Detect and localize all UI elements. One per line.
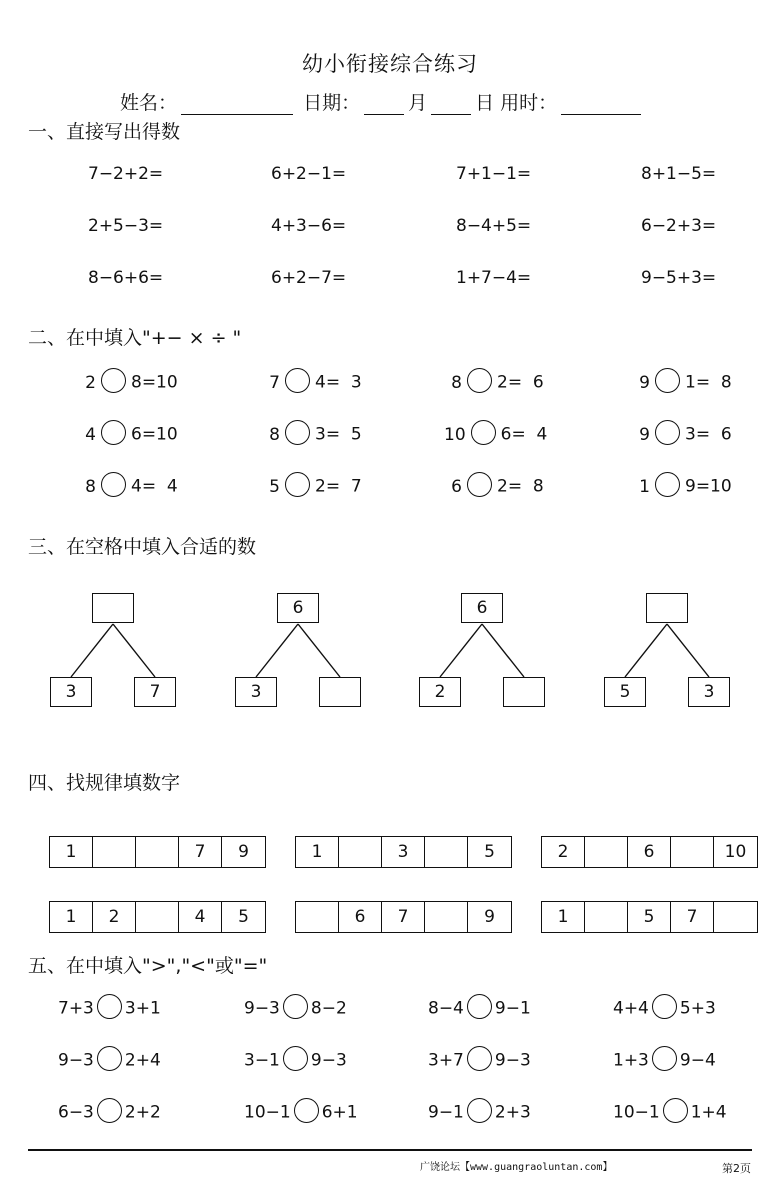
answer-circle[interactable] (655, 472, 680, 497)
number-cell: 3 (382, 837, 425, 867)
tree-right-box: 7 (134, 677, 176, 707)
right-side: 2= 8 (497, 476, 544, 497)
blank-cell[interactable] (339, 837, 382, 867)
month-blank[interactable] (364, 96, 404, 115)
time-blank[interactable] (561, 96, 641, 115)
name-label: 姓名： (120, 92, 178, 114)
comparison-exercise (58, 1048, 161, 1073)
left-operand: 8 (85, 476, 96, 497)
left-expression: 4+4 (613, 998, 649, 1019)
expression: 7+1−1= (456, 164, 532, 184)
compare-circle[interactable] (97, 1046, 122, 1071)
left-expression: 10−1 (244, 1102, 291, 1123)
blank-cell[interactable] (425, 837, 468, 867)
student-info-line (120, 88, 645, 115)
compare-circle[interactable] (97, 1098, 122, 1123)
left-expression: 10−1 (613, 1102, 660, 1123)
tree-branch (71, 624, 113, 677)
number-cell: 1 (542, 902, 585, 932)
number-cell: 5 (628, 902, 671, 932)
right-expression: 5+3 (679, 998, 716, 1019)
right-expression: 6+1 (321, 1102, 358, 1123)
sequence-strip (541, 836, 758, 868)
tree-left-box: 2 (419, 677, 461, 707)
blank-cell[interactable] (136, 837, 179, 867)
tree-right-box[interactable] (503, 677, 545, 707)
left-operand: 8 (451, 372, 462, 393)
answer-circle[interactable] (467, 368, 492, 393)
tree-branch (113, 624, 155, 677)
footer-site: 广饶论坛【www.guangraoluntan.com】 (420, 1162, 613, 1173)
answer-circle[interactable] (101, 368, 126, 393)
blank-cell[interactable] (714, 902, 757, 932)
expression: 8−6+6= (88, 268, 164, 288)
tree-left-box: 3 (50, 677, 92, 707)
left-operand: 9 (639, 424, 650, 445)
expression: 8−4+5= (456, 216, 532, 236)
right-side: 3= 6 (685, 424, 732, 445)
left-operand: 2 (85, 372, 96, 393)
expression: 1+7−4= (456, 268, 532, 288)
blank-cell[interactable] (296, 902, 339, 932)
right-expression: 2+2 (124, 1102, 161, 1123)
left-operand: 8 (269, 424, 280, 445)
left-expression: 9−3 (244, 998, 280, 1019)
expression: 9−5+3= (641, 268, 717, 288)
left-operand: 1 (639, 476, 650, 497)
expression: 6+2−1= (271, 164, 347, 184)
compare-circle[interactable] (97, 994, 122, 1019)
answer-circle[interactable] (101, 472, 126, 497)
compare-circle[interactable] (467, 994, 492, 1019)
comparison-exercise (244, 1048, 347, 1073)
section-5-heading: 五、在中填入">","<"或"=" (28, 955, 268, 977)
left-operand: 9 (639, 372, 650, 393)
right-side: 4= 3 (315, 372, 362, 393)
number-cell: 5 (238, 907, 249, 927)
day-blank[interactable] (431, 96, 471, 115)
answer-circle[interactable] (101, 420, 126, 445)
left-expression: 6−3 (58, 1102, 94, 1123)
section-2-heading: 二、在中填入"+− × ÷ " (28, 327, 242, 349)
answer-circle[interactable] (285, 472, 310, 497)
compare-circle[interactable] (283, 1046, 308, 1071)
left-expression: 1+3 (613, 1050, 649, 1071)
right-expression: 1+4 (690, 1102, 727, 1123)
month-label: 月 (408, 92, 428, 114)
right-expression: 2+4 (124, 1050, 161, 1071)
operator-exercise (632, 474, 732, 499)
answer-circle[interactable] (655, 368, 680, 393)
answer-circle[interactable] (467, 472, 492, 497)
sequence-strip (49, 901, 266, 933)
answer-circle[interactable] (285, 420, 310, 445)
number-cell: 5 (484, 842, 495, 862)
name-blank[interactable] (181, 96, 293, 115)
right-expression: 9−1 (494, 998, 531, 1019)
compare-circle[interactable] (663, 1098, 688, 1123)
answer-circle[interactable] (655, 420, 680, 445)
compare-circle[interactable] (283, 994, 308, 1019)
left-operand: 10 (444, 424, 466, 445)
expression: 2+5−3= (88, 216, 164, 236)
sequence-strip (295, 901, 512, 933)
expression: 8+1−5= (641, 164, 717, 184)
left-operand: 5 (269, 476, 280, 497)
right-side: 8=10 (131, 372, 178, 393)
tree-left-box: 3 (235, 677, 277, 707)
left-operand: 4 (85, 424, 96, 445)
tree-branch (256, 624, 298, 677)
tree-branch (667, 624, 709, 677)
tree-branch (625, 624, 667, 677)
number-cell: 9 (484, 907, 495, 927)
number-cell: 10 (724, 842, 747, 862)
operator-exercise (262, 422, 362, 447)
tree-right-box[interactable] (319, 677, 361, 707)
tree-top-box[interactable] (92, 593, 134, 623)
comparison-exercise (613, 996, 716, 1021)
tree-branch (482, 624, 524, 677)
left-expression: 9−3 (58, 1050, 94, 1071)
number-cell: 7 (179, 837, 222, 867)
right-side: 6= 4 (500, 424, 548, 445)
left-expression: 7+3 (58, 998, 94, 1019)
right-expression: 9−4 (679, 1050, 716, 1071)
page-number: 第2页 (722, 1162, 751, 1175)
right-side: 1= 8 (685, 372, 732, 393)
operator-exercise (78, 474, 178, 499)
left-operand: 7 (269, 372, 280, 393)
sequence-strip (49, 836, 266, 868)
compare-circle[interactable] (467, 1046, 492, 1071)
comparison-exercise (428, 1100, 531, 1125)
comparison-exercise (428, 996, 531, 1021)
operator-exercise (78, 370, 178, 395)
operator-exercise (78, 422, 178, 447)
number-cell: 2 (542, 837, 585, 867)
comparison-exercise (58, 996, 161, 1021)
section-3-heading: 三、在空格中填入合适的数 (28, 536, 257, 558)
blank-cell[interactable] (585, 837, 628, 867)
footer-divider (28, 1149, 752, 1151)
section-4-heading: 四、找规律填数字 (28, 772, 181, 794)
day-label: 日 (475, 92, 495, 114)
number-cell: 1 (296, 837, 339, 867)
left-operand: 6 (451, 476, 462, 497)
compare-circle[interactable] (652, 994, 677, 1019)
operator-exercise (262, 474, 362, 499)
comparison-exercise (613, 1048, 716, 1073)
tree-right-box: 3 (688, 677, 730, 707)
number-cell: 6 (339, 902, 382, 932)
section-1-heading: 一、直接写出得数 (28, 121, 181, 143)
blank-cell[interactable] (585, 902, 628, 932)
tree-top-box: 6 (461, 593, 503, 623)
number-cell: 7 (671, 902, 714, 932)
blank-cell[interactable] (93, 837, 136, 867)
number-cell: 7 (382, 902, 425, 932)
answer-circle[interactable] (471, 420, 496, 445)
answer-circle[interactable] (285, 368, 310, 393)
operator-exercise (444, 370, 544, 395)
right-expression: 9−3 (494, 1050, 531, 1071)
left-expression: 8−4 (428, 998, 464, 1019)
tree-branch (440, 624, 482, 677)
number-cell: 4 (179, 902, 222, 932)
number-cell: 6 (628, 837, 671, 867)
right-expression: 2+3 (494, 1102, 531, 1123)
expression: 4+3−6= (271, 216, 347, 236)
right-side: 9=10 (685, 476, 732, 497)
tree-branch (298, 624, 340, 677)
left-expression: 9−1 (428, 1102, 464, 1123)
left-expression: 3+7 (428, 1050, 464, 1071)
tree-left-box: 5 (604, 677, 646, 707)
tree-top-box[interactable] (646, 593, 688, 623)
right-side: 2= 7 (315, 476, 362, 497)
compare-circle[interactable] (294, 1098, 319, 1123)
right-side: 6=10 (131, 424, 178, 445)
blank-cell[interactable] (671, 837, 714, 867)
comparison-exercise (58, 1100, 161, 1125)
right-side: 4= 4 (131, 476, 178, 497)
expression: 7−2+2= (88, 164, 164, 184)
operator-exercise (632, 422, 732, 447)
time-label: 用时： (500, 92, 558, 114)
number-cell: 2 (93, 902, 136, 932)
operator-exercise (444, 422, 547, 447)
comparison-exercise (428, 1048, 531, 1073)
right-expression: 9−3 (310, 1050, 347, 1071)
operator-exercise (262, 370, 362, 395)
right-side: 2= 6 (497, 372, 544, 393)
page-title: 幼小衔接综合练习 (302, 52, 478, 76)
blank-cell[interactable] (136, 902, 179, 932)
comparison-exercise (244, 996, 347, 1021)
right-expression: 8−2 (310, 998, 347, 1019)
right-expression: 3+1 (124, 998, 161, 1019)
left-expression: 3−1 (244, 1050, 280, 1071)
expression: 6+2−7= (271, 268, 347, 288)
comparison-exercise (244, 1100, 358, 1125)
blank-cell[interactable] (425, 902, 468, 932)
operator-exercise (444, 474, 544, 499)
compare-circle[interactable] (467, 1098, 492, 1123)
date-label: 日期： (303, 92, 361, 114)
operator-exercise (632, 370, 732, 395)
right-side: 3= 5 (315, 424, 362, 445)
tree-top-box: 6 (277, 593, 319, 623)
number-cell: 9 (238, 842, 249, 862)
comparison-exercise (613, 1100, 727, 1125)
compare-circle[interactable] (652, 1046, 677, 1071)
number-cell: 1 (50, 902, 93, 932)
number-cell: 1 (50, 837, 93, 867)
expression: 6−2+3= (641, 216, 717, 236)
sequence-strip (541, 901, 758, 933)
sequence-strip (295, 836, 512, 868)
